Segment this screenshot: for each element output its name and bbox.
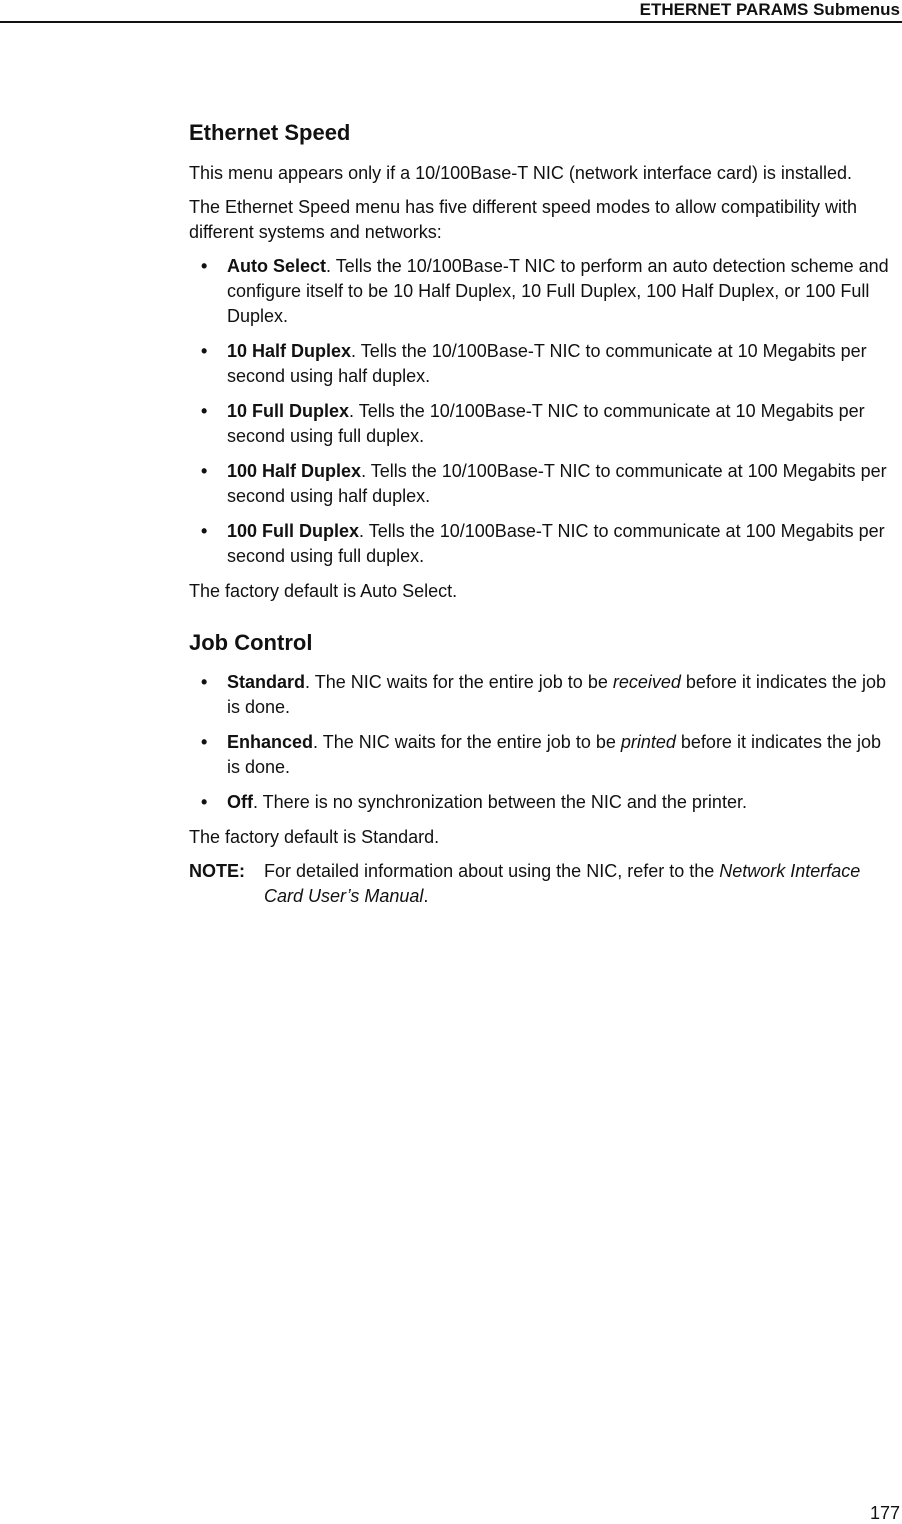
- job-control-list: [189, 670, 899, 815]
- bullet-icon: •: [201, 341, 208, 361]
- description-auto-select: . Tells the 10/100Base-T NIC to perform an auto detection scheme and configure itself to be 10 Half Duplex, 10 Full Duplex, 100 Half Duplex, or 100 Full Duplex.: [227, 256, 889, 326]
- term-standard: Standard: [227, 672, 306, 692]
- list-item-10-half-duplex: [189, 339, 899, 389]
- term-off: Off: [227, 792, 253, 812]
- description-100-half-duplex: . Tells the 10/100Base-T NIC to communicate at 100 Megabits per second using half duplex.: [227, 461, 887, 506]
- list-item-100-full-duplex: [189, 519, 899, 569]
- list-item-auto-select: [189, 254, 899, 329]
- paragraph-speed-intro: This menu appears only if a 10/100Base-T NIC (network interface card) is installed.: [189, 163, 852, 183]
- section-heading-job-control: Job Control: [189, 630, 313, 655]
- term-100-half-duplex: 100 Half Duplex: [227, 461, 362, 481]
- description-off: . There is no synchronization between the NIC and the printer.: [253, 792, 747, 812]
- note-end: .: [423, 886, 429, 906]
- list-item-100-half-duplex: [189, 459, 899, 509]
- description-enhanced-end: before it indicates the job is done.: [227, 732, 882, 777]
- note-manual-title: Network Interface Card User’s Manual: [264, 861, 861, 906]
- term-100-full-duplex: 100 Full Duplex: [227, 521, 360, 541]
- list-item-enhanced: [189, 730, 899, 780]
- paragraph-speed-modes: The Ethernet Speed menu has five different speed modes to allow compatibility with different systems and networks:: [189, 197, 858, 242]
- note-text: For detailed information about using the NIC, refer to the: [264, 861, 720, 881]
- list-item-10-full-duplex: [189, 399, 899, 449]
- bullet-icon: •: [201, 521, 208, 541]
- running-header: [0, 0, 902, 23]
- section-heading-ethernet-speed: Ethernet Speed: [189, 120, 351, 145]
- list-item-off: [189, 790, 899, 815]
- term-auto-select: Auto Select: [227, 256, 327, 276]
- page-number: 177: [869, 1503, 900, 1523]
- running-header-title: ETHERNET PARAMS Submenus: [639, 0, 900, 19]
- list-item-standard: [189, 670, 899, 720]
- description-standard-start: . The NIC waits for the entire job to be: [305, 672, 613, 692]
- bullet-icon: •: [201, 461, 208, 481]
- bullet-icon: •: [201, 792, 208, 812]
- bullet-icon: •: [201, 256, 208, 276]
- bullet-icon: •: [201, 732, 208, 752]
- term-enhanced: Enhanced: [227, 732, 314, 752]
- paragraph-speed-default: The factory default is Auto Select.: [189, 581, 458, 601]
- term-10-full-duplex: 10 Full Duplex: [227, 401, 350, 421]
- speed-mode-list: [189, 254, 899, 569]
- description-enhanced-start: . The NIC waits for the entire job to be: [313, 732, 621, 752]
- note-label: NOTE:: [189, 861, 245, 881]
- description-100-full-duplex: . Tells the 10/100Base-T NIC to communicate at 100 Megabits per second using full duplex.: [227, 521, 885, 566]
- page-content: [189, 118, 899, 918]
- note-block: [189, 859, 899, 909]
- emphasis-received: received: [612, 672, 681, 692]
- description-10-full-duplex: . Tells the 10/100Base-T NIC to communicate at 10 Megabits per second using full duplex.: [227, 401, 865, 446]
- term-10-half-duplex: 10 Half Duplex: [227, 341, 352, 361]
- emphasis-printed: printed: [620, 732, 676, 752]
- description-standard-end: before it indicates the job is done.: [227, 672, 887, 717]
- description-10-half-duplex: . Tells the 10/100Base-T NIC to communicate at 10 Megabits per second using half duplex.: [227, 341, 867, 386]
- paragraph-job-default: The factory default is Standard.: [189, 827, 440, 847]
- bullet-icon: •: [201, 672, 208, 692]
- bullet-icon: •: [201, 401, 208, 421]
